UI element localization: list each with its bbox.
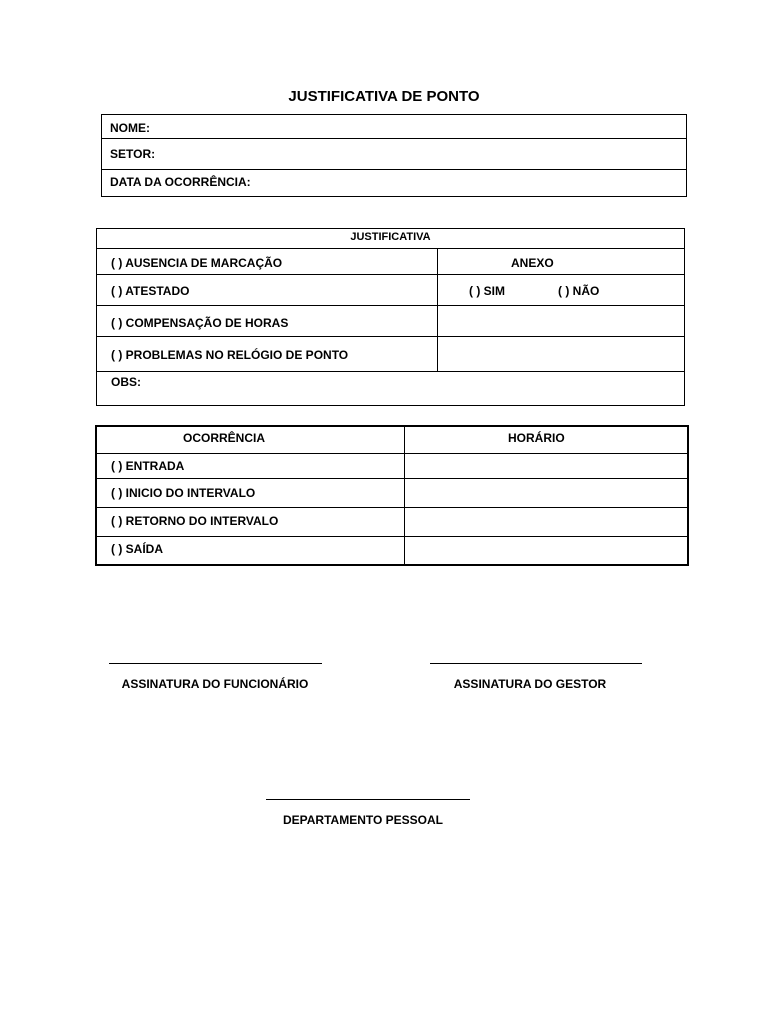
employee-signature-line[interactable] <box>109 663 322 664</box>
row-label: INICIO DO INTERVALO <box>125 486 256 500</box>
divider <box>97 453 687 454</box>
occurrence-table <box>95 425 689 566</box>
checkbox[interactable]: ( ) <box>111 459 123 473</box>
checkbox[interactable]: ( ) <box>111 542 123 556</box>
checkbox[interactable]: ( ) <box>111 486 123 500</box>
row-label: SAÍDA <box>125 542 164 556</box>
employee-signature-label: ASSINATURA DO FUNCIONÁRIO <box>121 677 309 691</box>
checkbox[interactable]: ( ) <box>558 284 570 298</box>
annex-yes[interactable] <box>469 284 505 298</box>
row-label: ENTRADA <box>125 459 185 473</box>
divider <box>102 169 686 170</box>
table-row[interactable] <box>111 486 255 500</box>
option-label: ATESTADO <box>125 284 190 298</box>
divider <box>97 536 687 537</box>
checkbox[interactable]: ( ) <box>111 256 123 270</box>
annex-header: ANEXO <box>511 256 554 270</box>
obs-label: OBS: <box>111 375 141 389</box>
name-field-label: NOME: <box>110 121 150 135</box>
row-label: RETORNO DO INTERVALO <box>125 514 279 528</box>
table-row[interactable] <box>111 514 278 528</box>
page-title: JUSTIFICATIVA DE PONTO <box>288 88 480 105</box>
divider <box>102 138 686 139</box>
annex-no[interactable] <box>558 284 599 298</box>
divider <box>437 248 438 371</box>
option-label: PROBLEMAS NO RELÓGIO DE PONTO <box>125 348 349 362</box>
checkbox[interactable]: ( ) <box>469 284 481 298</box>
sector-field-label: SETOR: <box>110 147 156 161</box>
option-label: AUSENCIA DE MARCAÇÃO <box>125 256 283 270</box>
option-certificate[interactable] <box>111 284 189 298</box>
justification-header: JUSTIFICATIVA <box>350 231 431 243</box>
annex-no-label: NÃO <box>572 284 600 298</box>
checkbox[interactable]: ( ) <box>111 514 123 528</box>
hr-signature-label: DEPARTAMENTO PESSOAL <box>282 813 443 827</box>
column-header-time: HORÁRIO <box>508 431 565 445</box>
divider <box>97 336 684 337</box>
option-compensation[interactable] <box>111 316 288 330</box>
option-absence[interactable] <box>111 256 282 270</box>
divider <box>97 478 687 479</box>
annex-yes-label: SIM <box>483 284 506 298</box>
divider <box>404 427 405 564</box>
table-row[interactable] <box>111 459 184 473</box>
divider <box>97 371 684 372</box>
hr-signature-line[interactable] <box>266 799 470 800</box>
date-field-label: DATA DA OCORRÊNCIA: <box>110 175 251 189</box>
identification-box <box>101 114 687 197</box>
manager-signature-line[interactable] <box>430 663 642 664</box>
divider <box>97 305 684 306</box>
divider <box>97 507 687 508</box>
checkbox[interactable]: ( ) <box>111 284 123 298</box>
option-label: COMPENSAÇÃO DE HORAS <box>125 316 289 330</box>
option-clock-problem[interactable] <box>111 348 348 362</box>
table-row[interactable] <box>111 542 163 556</box>
column-header-occurrence: OCORRÊNCIA <box>183 431 266 445</box>
manager-signature-label: ASSINATURA DO GESTOR <box>453 677 607 691</box>
divider <box>97 274 684 275</box>
justification-box <box>96 228 685 406</box>
checkbox[interactable]: ( ) <box>111 348 123 362</box>
divider <box>97 248 684 249</box>
checkbox[interactable]: ( ) <box>111 316 123 330</box>
